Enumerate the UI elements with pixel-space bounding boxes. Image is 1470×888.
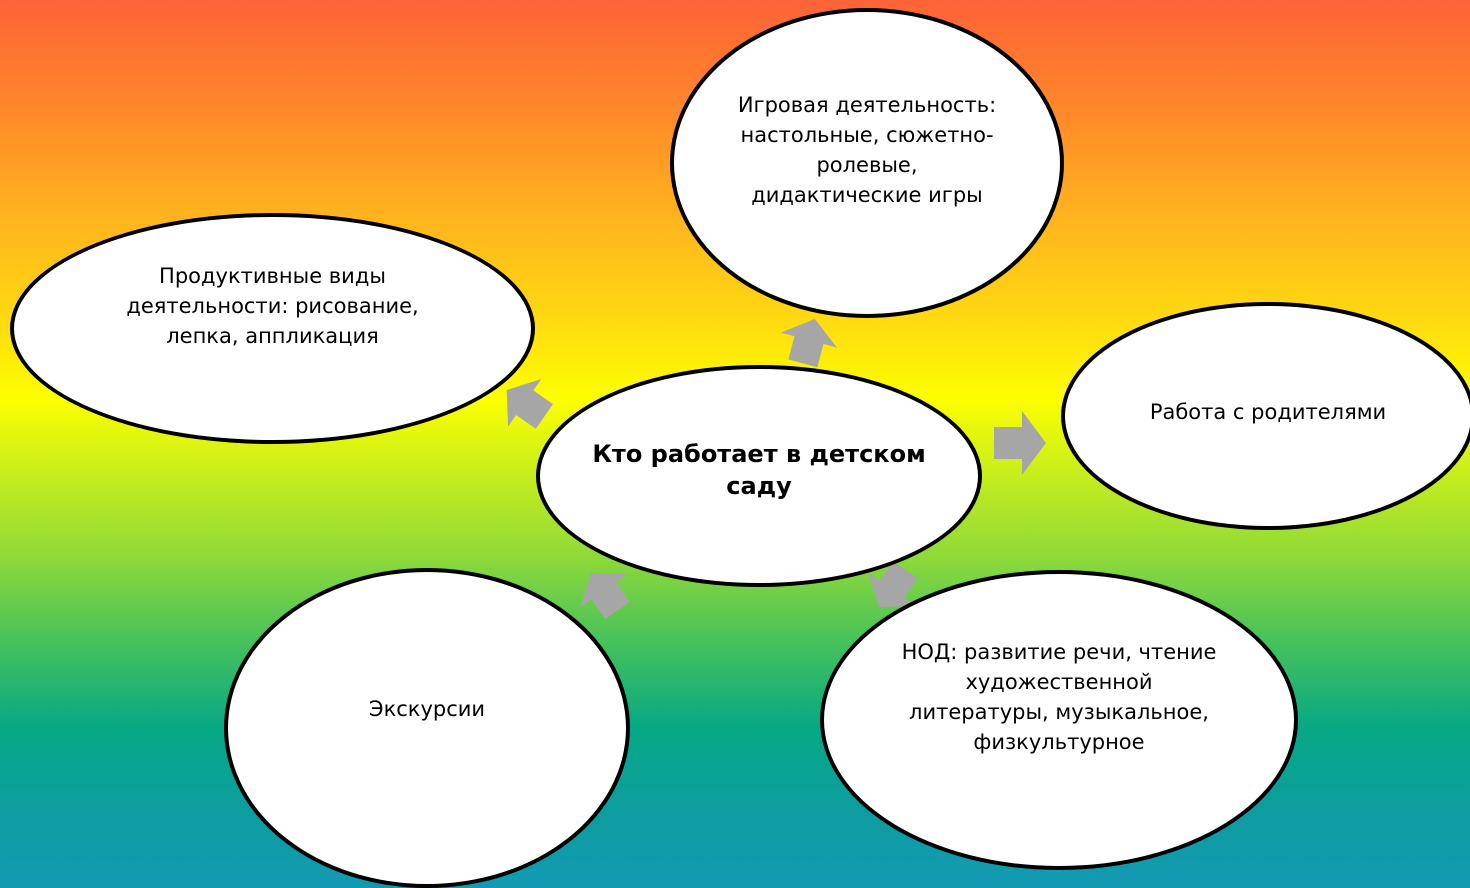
- node-productive-label: Продуктивные виды деятельности: рисование, лепка, аппликация: [126, 263, 419, 348]
- node-games-label: Игровая деятельность: настольные, сюжетно- ролевые, дидактические игры: [737, 93, 997, 207]
- node-nod-label: НОД: развитие речи, чтение художественной литературы, музыкальное, физкультурное: [901, 640, 1217, 754]
- arrow-to-parents-icon: [994, 411, 1046, 475]
- node-center-label: Кто работает в детском саду: [592, 440, 926, 500]
- node-productive: [10, 213, 535, 444]
- arrow-to-games-icon: [775, 311, 843, 370]
- node-center: [536, 365, 982, 587]
- node-parents-label: Работа с родителями: [1149, 400, 1387, 424]
- node-parents: [1061, 302, 1470, 530]
- node-excursions-label: Экскурсии: [368, 697, 486, 721]
- node-nod: [820, 570, 1298, 870]
- node-games: [670, 8, 1064, 318]
- node-excursions: [224, 568, 630, 888]
